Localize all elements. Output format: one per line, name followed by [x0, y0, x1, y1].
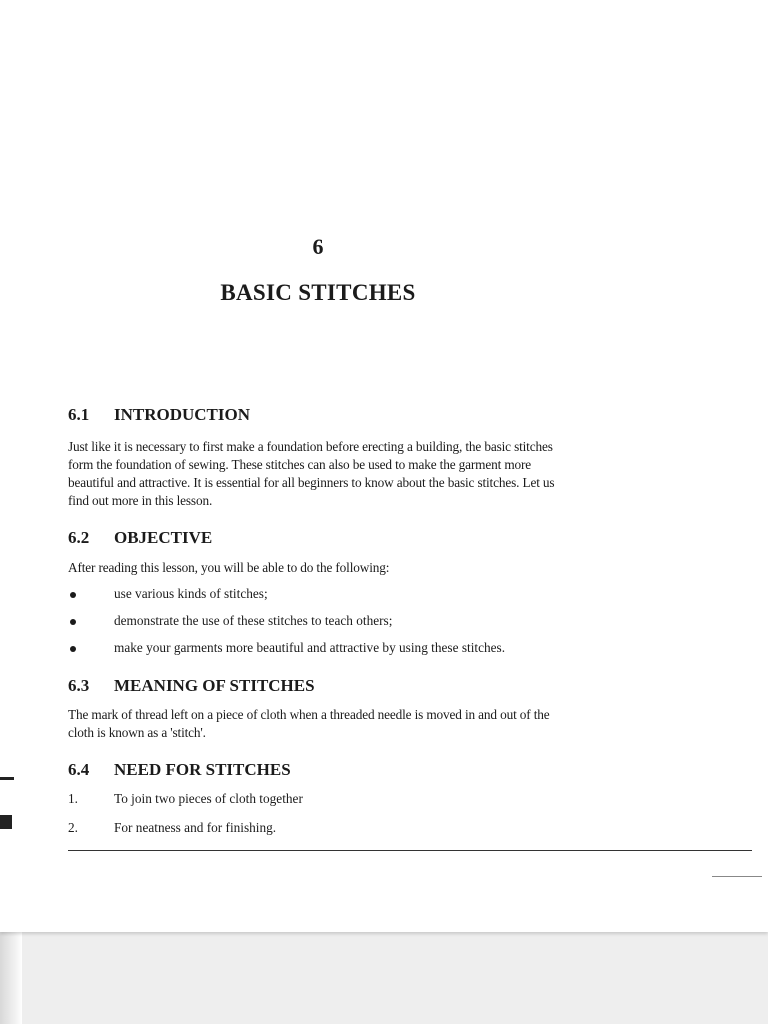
section-heading-introduction [68, 405, 250, 425]
section-heading-meaning-of-stitches [68, 676, 315, 696]
list-text: For neatness and for finishing. [114, 820, 277, 835]
introduction-paragraph: Just like it is necessary to first make a foundation before erecting a building, the basic stitches form the foundation of sewing. These stitches can also be used to make the garment more beautiful and attractive. It is essential for all beginners to know about the basic stitches. Let us find out more in this lesson. [68, 439, 555, 508]
chapter-number: 6 [312, 234, 324, 259]
section-heading-objective [68, 528, 212, 548]
list-number: 1. [68, 791, 78, 806]
list-number: 2. [68, 820, 78, 835]
objective-bullet-item [68, 612, 588, 630]
list-text: To join two pieces of cloth together [114, 791, 303, 806]
objective-bullet-item [68, 585, 588, 603]
need-list-item [68, 819, 588, 837]
bullet-text: demonstrate the use of these stitches to teach others; [114, 613, 393, 628]
section-number: 6.1 [68, 405, 90, 424]
objective-paragraph: After reading this lesson, you will be able to do the following: [68, 560, 390, 575]
bullet-icon [70, 592, 76, 598]
section-title: MEANING OF STITCHES [114, 676, 315, 695]
section-title: NEED FOR STITCHES [114, 760, 291, 779]
section-title: INTRODUCTION [114, 405, 251, 424]
section-number: 6.2 [68, 528, 90, 547]
scan-mark [0, 777, 14, 780]
need-list-item [68, 790, 588, 808]
section-heading-need-for-stitches [68, 760, 291, 780]
section-number: 6.4 [68, 760, 90, 779]
bullet-icon [70, 646, 76, 652]
bullet-icon [70, 619, 76, 625]
section-title: OBJECTIVE [114, 528, 213, 547]
meaning-paragraph: The mark of thread left on a piece of cloth when a threaded needle is moved in and out of the cloth is known as a 'stitch'. [68, 707, 550, 740]
bleed-through-text [90, 140, 570, 156]
bullet-text: use various kinds of stitches; [114, 586, 268, 601]
footer-divider [68, 850, 752, 851]
objective-bullet-item [68, 639, 588, 657]
footer-divider-short [712, 876, 762, 877]
scan-mark [0, 815, 12, 829]
chapter-title: BASIC STITCHES [220, 280, 416, 305]
bullet-text: make your garments more beautiful and attractive by using these stitches. [114, 640, 506, 655]
section-number: 6.3 [68, 676, 90, 695]
